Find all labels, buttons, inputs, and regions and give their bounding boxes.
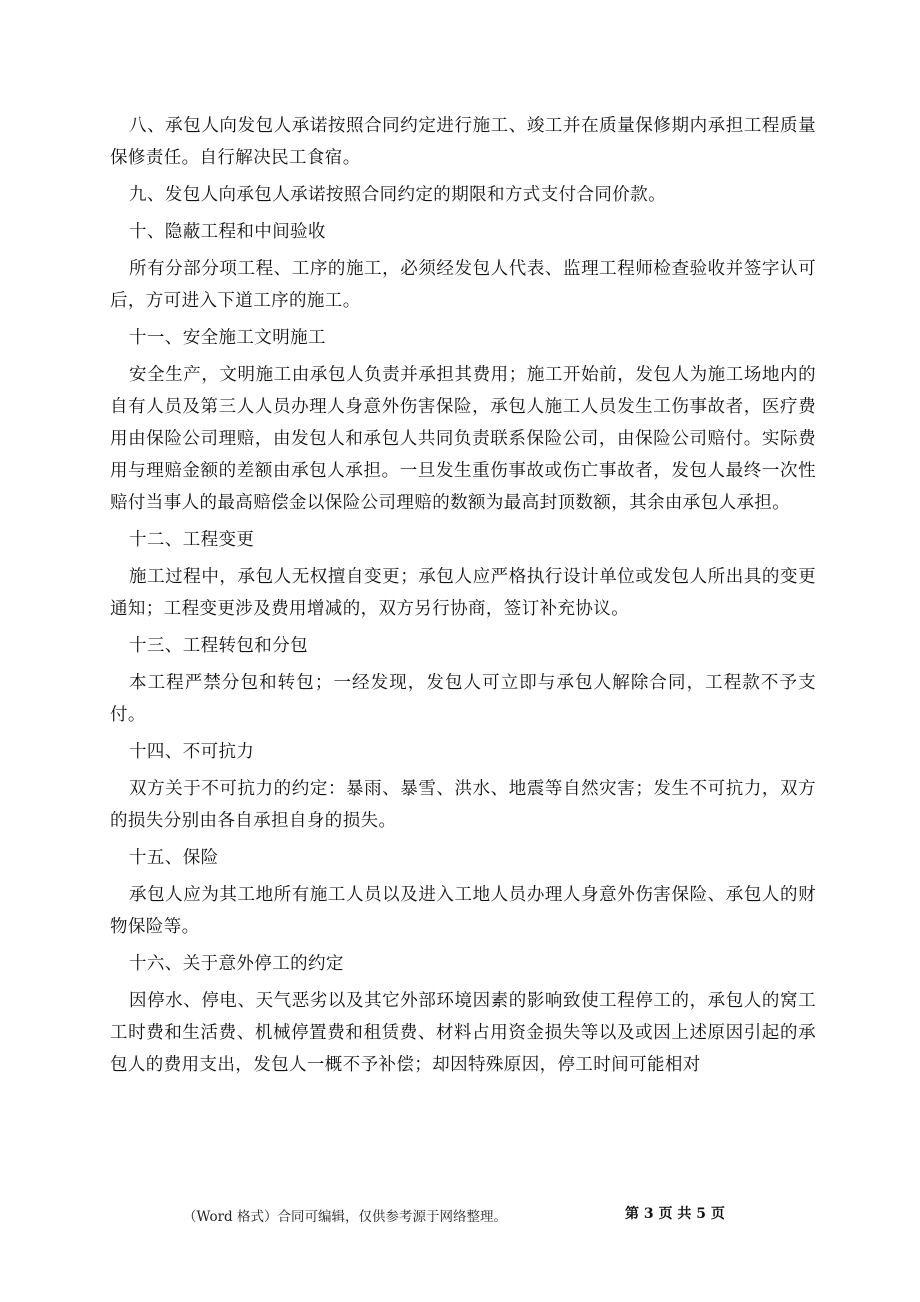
clause-12-body: 施工过程中，承包人无权擅自变更；承包人应严格执行设计单位或发包人所出具的变更通知；工程变更涉及费用增减的，双方另行协商，签订补充协议。 [110,567,816,619]
clause-10-heading: 十、隐蔽工程和中间验收 [129,222,326,242]
clause-11-heading: 十一、安全施工文明施工 [129,328,326,348]
clause-13-body: 本工程严禁分包和转包；一经发现，发包人可立即与承包人解除合同，工程款不予支付。 [110,673,816,725]
clause-16-body: 因停水、停电、天气恶劣以及其它外部环境因素的影响致使工程停工的，承包人的窝工工时费和生活费、机械停置费和租赁费、材料占用资金损失等以及或因上述原因引起的承包人的费用支出，发包人一概不予补偿；却因特殊原因，停工时间可能相对 [110,991,816,1075]
document-body [110,110,816,1086]
clause-10-body: 所有分部分项工程、工序的施工，必须经发包人代表、监理工程师检查验收并签字认可后，方可进入下道工序的施工。 [110,259,816,311]
clause-11-body: 安全生产，文明施工由承包人负责并承担其费用；施工开始前，发包人为施工场地内的自有人员及第三人人员办理人身意外伤害保险，承包人施工人员发生工伤事故者，医疗费用由保险公司理赔，由发包人和承包人共同负责联系保险公司，由保险公司赔付。实际费用与理赔金额的差额由承包人承担。一旦发生重伤事故或伤亡事故者，发包人最终一次性赔付当事人的最高赔偿金以保险公司理赔的数额为最高封顶数额，其余由承包人承担。 [110,365,816,513]
page-number: 第 3 页 共 5 页 [625,1206,725,1222]
footer-note: （Word 格式）合同可编辑，仅供参考源于网络整理。 [183,1209,507,1225]
clause-14-body: 双方关于不可抗力的约定：暴雨、暴雪、洪水、地震等自然灾害；发生不可抗力，双方的损失分别由各自承担自身的损失。 [110,779,816,831]
clause-12-heading: 十二、工程变更 [129,530,255,550]
clause-16-heading: 十六、关于意外停工的约定 [129,954,344,974]
clause-8-paragraph: 八、承包人向发包人承诺按照合同约定进行施工、竣工并在质量保修期内承担工程质量保修责任。自行解决民工食宿。 [110,116,816,168]
clause-9-paragraph: 九、发包人向承包人承诺按照合同约定的期限和方式支付合同价款。 [129,185,666,205]
clause-13-heading: 十三、工程转包和分包 [129,636,308,656]
clause-15-body: 承包人应为其工地所有施工人员以及进入工地人员办理人身意外伤害保险、承包人的财物保险等。 [110,885,816,937]
clause-15-heading: 十五、保险 [129,848,219,868]
clause-14-heading: 十四、不可抗力 [129,742,255,762]
